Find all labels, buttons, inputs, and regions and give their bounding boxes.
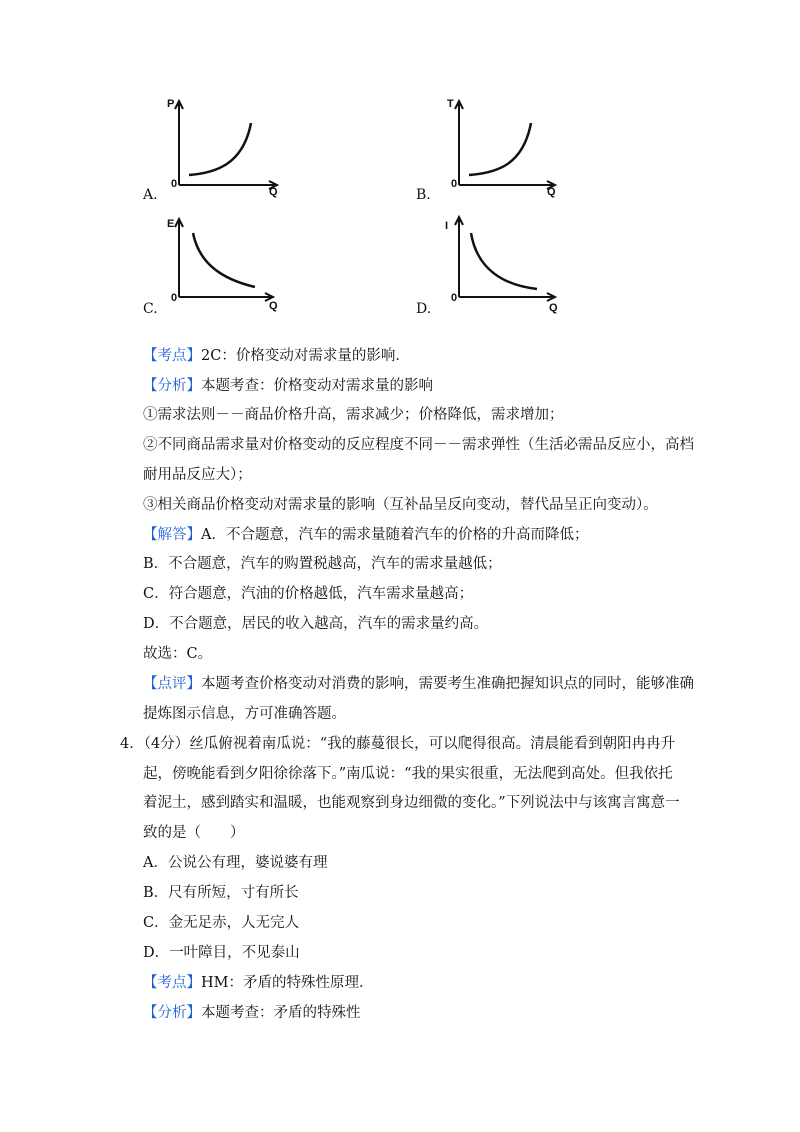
- option-d-letter: D.: [416, 301, 432, 317]
- q3-kaodian-line: [143, 346, 410, 366]
- q3-dianping-line: [143, 674, 694, 694]
- graph-d-svg: [445, 213, 570, 323]
- graph-b: [445, 95, 570, 205]
- q3-fenxi-point-1: ①需求法则－－商品价格升高，需求减少；价格降低，需求增加；: [143, 407, 564, 423]
- q3-dianping-tag: 【点评】: [143, 676, 201, 692]
- graph-a-origin: 0: [171, 178, 178, 190]
- q3-fenxi-text: 本题考查：价格变动对需求量的影响: [201, 378, 433, 394]
- option-a-letter: A.: [143, 187, 158, 203]
- q4-kaodian-line: [143, 973, 374, 993]
- graph-c: [165, 215, 290, 325]
- graph-a: [165, 95, 290, 205]
- option-c-letter: C.: [143, 301, 158, 317]
- q3-jieda-tag: 【解答】: [143, 527, 201, 543]
- q3-answer: 故选：C。: [143, 646, 213, 662]
- graph-c-curve: [193, 233, 255, 287]
- q3-fenxi-point-3: ③相关商品价格变动对需求量的影响（互补品呈反向变动，替代品呈正向变动）。: [143, 497, 658, 513]
- q4-stem-1: 4．（4分）丝瓜俯视着南瓜说：“我的藤蔓很长，可以爬得很高。清晨能看到朝阳冉冉升: [120, 736, 676, 752]
- q4-fenxi-text: 本题考查：矛盾的特殊性: [201, 1005, 361, 1021]
- q4-option-b: B．尺有所短，寸有所长: [143, 885, 299, 901]
- graph-d-origin: 0: [451, 292, 458, 304]
- graph-c-x-label: Q: [269, 300, 278, 312]
- graph-c-y-label: E: [167, 218, 175, 230]
- q3-kaodian-text: 2C：价格变动对需求量的影响．: [201, 348, 410, 364]
- q4-kaodian-text: HM：矛盾的特殊性原理．: [201, 975, 374, 991]
- q3-jieda-line: [143, 525, 588, 545]
- q4-kaodian-tag: 【考点】: [143, 975, 201, 991]
- q4-option-a: A．公说公有理，婆说婆有理: [143, 855, 328, 871]
- graph-c-origin: 0: [171, 292, 178, 304]
- graph-d-curve: [471, 233, 537, 289]
- q4-option-c: C．金无足赤，人无完人: [143, 915, 300, 931]
- graph-d-y-label: I: [445, 220, 449, 232]
- graph-a-y-label: P: [167, 98, 175, 110]
- q4-fenxi-tag: 【分析】: [143, 1005, 201, 1021]
- q3-dianping-line-2: 提炼图示信息，方可准确答题。: [143, 706, 346, 722]
- graph-b-curve: [469, 123, 531, 175]
- option-b-letter: B.: [416, 187, 431, 203]
- graph-a-svg: [165, 95, 290, 205]
- q3-kaodian-tag: 【考点】: [143, 348, 201, 364]
- q3-fenxi-tag: 【分析】: [143, 378, 201, 394]
- graph-c-svg: [165, 215, 290, 325]
- q3-fenxi-point-2b: 耐用品反应大）；: [143, 467, 252, 483]
- graph-b-origin: 0: [451, 178, 458, 190]
- graph-b-x-label: Q: [547, 186, 556, 198]
- q4-fenxi-line: [143, 1003, 361, 1023]
- q3-dianping-text: 本题考查价格变动对消费的影响，需要考生准确把握知识点的同时，能够准确: [201, 676, 694, 692]
- graph-b-svg: [445, 95, 570, 205]
- q3-jieda-d: D．不合题意，居民的收入越高，汽车的需求量约高。: [143, 616, 489, 632]
- graph-a-x-label: Q: [269, 186, 278, 198]
- q3-fenxi-point-2a: ②不同商品需求量对价格变动的反应程度不同－－需求弹性（生活必需品反应小，高档: [143, 437, 694, 453]
- graph-d-x-label: Q: [549, 302, 558, 314]
- q4-stem-3: 着泥土，感到踏实和温暖，也能观察到身边细微的变化。”下列说法中与该寓言寓意一: [143, 795, 680, 811]
- q4-stem-2: 起，傍晚能看到夕阳徐徐落下。”南瓜说：“我的果实很重，无法爬到高处。但我依托: [143, 766, 673, 782]
- q4-option-d: D．一叶障目，不见泰山: [143, 945, 300, 961]
- graph-d: [445, 213, 570, 323]
- q3-fenxi-line: [143, 376, 433, 396]
- graph-b-y-label: T: [447, 98, 454, 110]
- q3-jieda-a: A．不合题意，汽车的需求量随着汽车的价格的升高而降低；: [201, 527, 589, 543]
- q3-jieda-b: B．不合题意，汽车的购置税越高，汽车的需求量越低；: [143, 556, 502, 572]
- q3-jieda-c: C．符合题意，汽油的价格越低，汽车需求量越高；: [143, 586, 474, 602]
- q4-stem-4: 致的是（ ）: [143, 825, 245, 841]
- graph-a-curve: [189, 123, 251, 175]
